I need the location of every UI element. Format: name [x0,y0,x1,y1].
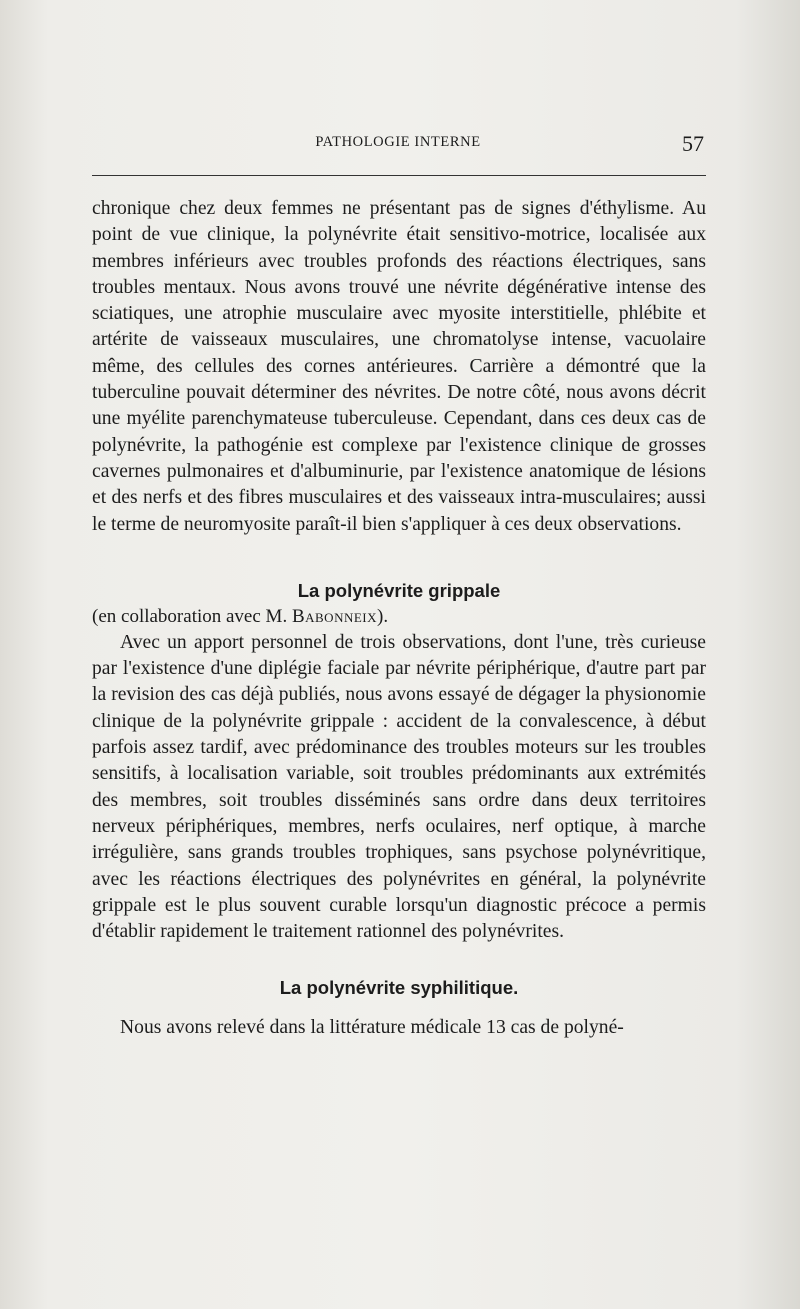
collaborator-name: Babonneix [291,605,378,627]
collaboration-suffix: ). [377,605,389,627]
collaboration-note [92,604,706,630]
page-body [92,196,706,1042]
header-rule [92,175,706,176]
collaboration-prefix: (en collaboration avec M. [92,605,292,627]
section-spacer [92,1001,706,1015]
paragraph-grippale: Avec un apport personnel de trois observations, dont l'une, très curieuse par l'existence d'une diplégie faciale par névrite périphérique, d'autre part par la revision des cas déjà publiés, nous avons essayé de dégager la physionomie clinique de la polynévrite grippale : accident de la convalescence, à début parfois assez tardif, avec prédominance des troubles moteurs sur les troubles sensitifs, à localisation variable, soit troubles prédominants aux extrémités des membres, soit troubles disséminés sans ordre dans deux territoires nerveux périphériques, membres, nerfs oculaires, nerf optique, à marche irrégulière, sans grands troubles trophiques, sans psychose polynévritique, avec les réactions électriques des polynévrites en général, la polynévrite grippale est le plus souvent curable lorsqu'un diagnostic précoce a permis d'établir rapidement le traitement rationnel des polynévrites. [92,631,706,943]
section-title-syphilitique: La polynévrite syphilitique. [279,977,519,999]
running-title: PATHOLOGIE INTERNE [315,134,481,150]
page-number: 57 [682,131,704,156]
section-spacer [92,945,706,975]
section-spacer [92,538,706,578]
page-header [92,131,704,158]
paragraph-syphilitique: Nous avons relevé dans la littérature médicale 13 cas de polyné- [120,1017,624,1039]
paragraph-continued: chronique chez deux femmes ne présentant pas de signes d'éthylisme. Au point de vue clinique, la polynévrite était sensitivo-motrice, localisée aux membres inférieurs avec troubles profonds des réactions électriques, sans troubles mentaux. Nous avons trouvé une névrite dégénérative intense des sciatiques, une atrophie musculaire avec myosite interstitielle, phlébite et artérite de vaisseaux musculaires, une chromatolyse intense, vacuolaire même, des cellules des cornes antérieures. Carrière a démontré que la tuberculine pouvait déterminer des névrites. De notre côté, nous avons décrit une myélite parenchymateuse tuberculeuse. Cependant, dans ces deux cas de polynévrite, la pathogénie est complexe par l'existence clinique de grosses cavernes pulmonaires et d'albuminurie, par l'existence anatomique de lésions et des nerfs et des fibres musculaires et des vaisseaux intra-musculaires; aussi le terme de neuromyosite paraît-il bien s'appliquer à ces deux observations. [92,198,706,535]
section-title-grippale: La polynévrite grippale [297,579,501,601]
